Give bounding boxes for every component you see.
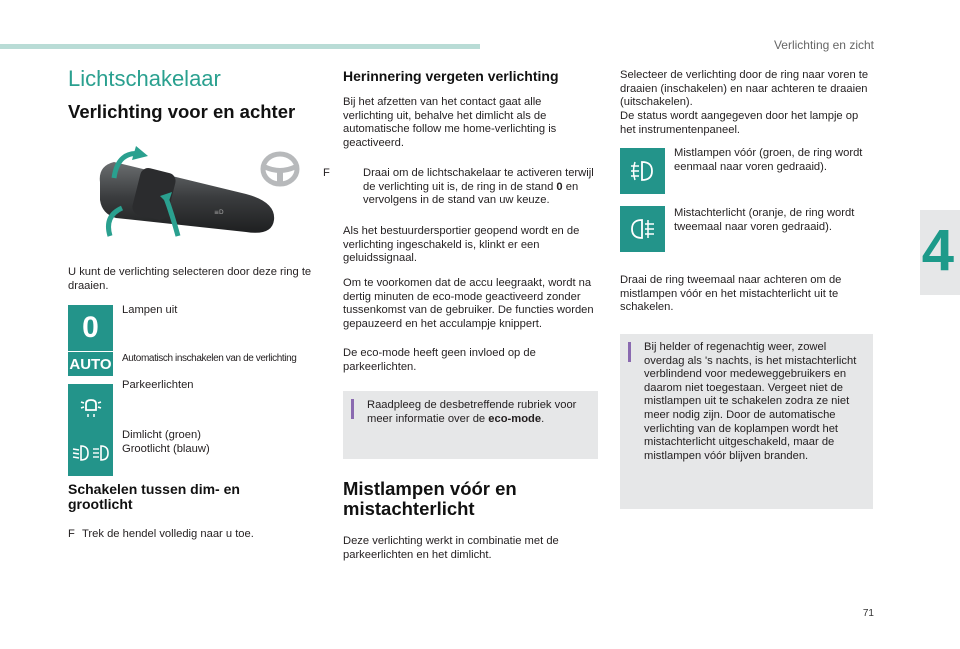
reminder-step	[323, 167, 599, 208]
label-main-beam: Grootlicht (blauw)	[122, 443, 210, 455]
switch-text	[68, 528, 318, 542]
reminder-p3: Om te voorkomen dat de accu leegraakt, wordt na dertig minuten de eco-mode geactiveerd zonder tussenkomst van de gebruiker. De functies worden gepauzeerd en het acculampje knippert.	[343, 277, 594, 330]
section-heading-lighting: Verlichting voor en achter	[68, 101, 296, 122]
zero-icon	[68, 305, 113, 351]
auto-glyph: AUTO	[69, 355, 112, 373]
fog-off-text: Draai de ring tweemaal naar achteren om de mistlampen vóór en het mistachterlicht uit te schakelen.	[620, 274, 842, 314]
chapter-number: 4	[921, 218, 954, 283]
front-fog-icon	[620, 148, 665, 194]
fog-text: Deze verlichting werkt in combinatie met de parkeerlichten en het dimlicht.	[343, 535, 559, 561]
light-stalk-illustration	[96, 140, 278, 250]
parking-light-icon	[68, 384, 113, 430]
fog-select-text: Selecteer de verlichting door de ring naar voren te draaien (inschakelen) en naar achteren te draaien (uitschakelen).	[620, 69, 869, 109]
front-fog-label: Mistlampen vóór (groen, de ring wordt eenmaal naar voren gedraaid).	[674, 147, 863, 173]
step-post: en vervolgens in de stand van uw keuze.	[363, 180, 579, 207]
rear-fog-icon	[620, 206, 665, 252]
bullet-arrow-icon: F	[323, 167, 330, 179]
label-auto: Automatisch inschakelen van de verlichting	[122, 353, 297, 364]
top-accent-bar	[0, 44, 480, 49]
info-fog-text: Bij helder of regenachtig weer, zowel overdag als 's nachts, is het mistachterlicht verblindend voor medeweggebruikers en daarom niet toegestaan. Vergeet niet de mistlampen uit te schakelen zodra ze niet meer nodig zijn. Door de automatische verlichting van de koplampen wordt het mistachterlicht uitgeschakeld, maar de mistlampen vóór blijven branden.	[644, 341, 857, 462]
bullet-arrow-icon: F	[68, 528, 75, 540]
reminder-p1: Bij het afzetten van het contact gaat alle verlichting uit, behalve het dimlicht als de automatische follow me home-verlichting is geactiveerd.	[343, 96, 557, 149]
info-eco-bold: eco-mode	[488, 412, 542, 425]
switch-text-body: Trek de hendel volledig naar u toe.	[82, 528, 254, 540]
page-title: Lichtschakelaar	[68, 66, 221, 91]
zero-glyph: 0	[82, 311, 99, 344]
step-pre: Draai om de lichtschakelaar te activeren terwijl de verlichting uit is, de ring in de stand	[363, 167, 594, 193]
info-eco-text	[367, 399, 593, 426]
info-eco-post: .	[541, 412, 545, 425]
section-heading-reminder: Herinnering vergeten verlichting	[343, 68, 559, 84]
info-eco-pre: Raadpleeg de desbetreffende rubriek voor meer informatie over de	[367, 399, 577, 425]
info-icon	[628, 342, 631, 362]
label-dipped: Dimlicht (groen)	[122, 429, 201, 441]
info-box-fog	[620, 334, 873, 509]
label-lights-off: Lampen uit	[122, 304, 178, 316]
reminder-p4: De eco-mode heeft geen invloed op de parkeerlichten.	[343, 347, 536, 373]
reminder-p2: Als het bestuurdersportier geopend wordt en de verlichting ingeschakeld is, klinkt er een geluidssignaal.	[343, 225, 580, 265]
info-box-eco	[343, 391, 598, 459]
svg-text:≡D: ≡D	[214, 209, 224, 216]
info-icon	[351, 399, 354, 419]
section-heading-fog: Mistlampen vóór en mistachterlicht	[343, 478, 517, 519]
label-parking: Parkeerlichten	[122, 379, 194, 391]
steering-wheel-icon	[258, 150, 302, 188]
intro-text: U kunt de verlichting selecteren door deze ring te draaien.	[68, 266, 312, 292]
rear-fog-label: Mistachterlicht (oranje, de ring wordt tweemaal naar voren gedraaid).	[674, 207, 855, 233]
step-bold: 0	[556, 180, 563, 193]
auto-icon	[68, 352, 113, 376]
fog-status-text: De status wordt aangegeven door het lampje op het instrumentenpaneel.	[620, 110, 859, 136]
headlight-icon	[68, 430, 113, 476]
section-title: Verlichting en zicht	[773, 38, 874, 52]
section-heading-switch: Schakelen tussen dim- en grootlicht	[68, 481, 240, 512]
page-number: 71	[862, 608, 874, 619]
